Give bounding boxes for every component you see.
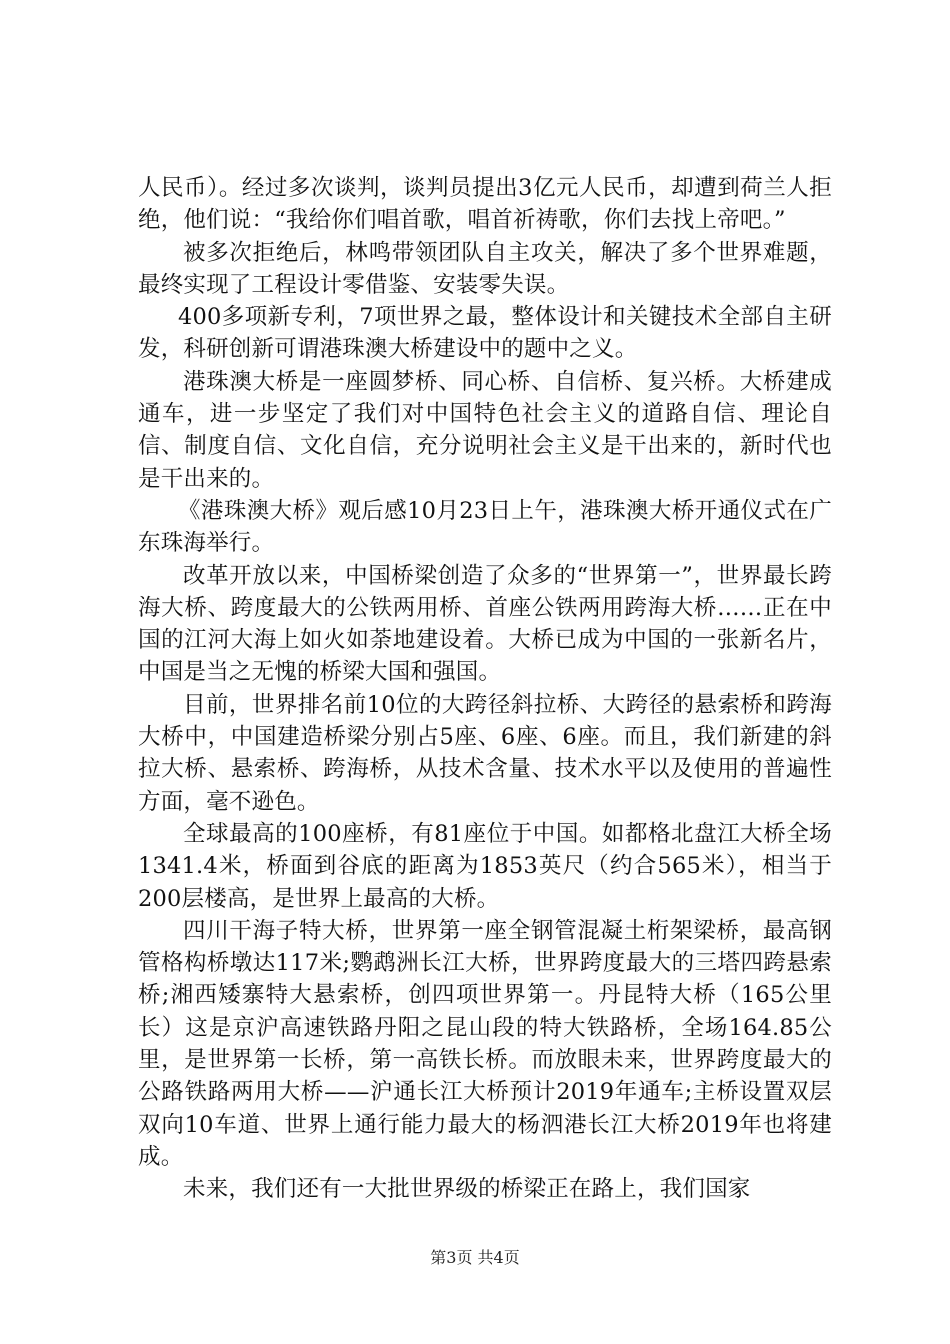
paragraph-10: 未来，我们还有一大批世界级的桥梁正在路上，我们国家 (183, 1176, 751, 1203)
paragraph-5: 《港珠澳大桥》观后感10月23日上午，港珠澳大桥开通仪式在广东珠海举行。 (138, 497, 832, 557)
paragraph-9: 四川干海子特大桥，世界第一座全钢管混凝土桁架梁桥，最高钢管格构桥墩达117米;鹦鹉洲长江大桥，世界跨度最大的三塔四跨悬索桥;湘西矮寨特大悬索桥，创四项世界第一。丹昆特大桥（165公里长）这是京沪高速铁路丹阳之昆山段的特大铁路桥，全场164.85公里，是世界第一长桥，第一高铁长桥。而放眼未来，世界跨度最大的公路铁路两用大桥——沪通长江大桥预计2019年通车;主桥设置双层双向10车道、世界上通行能力最大的杨泗港长江大桥2019年也将建成。 (138, 917, 832, 1170)
paragraph-3: 400多项新专利，7项世界之最，整体设计和关键技术全部自主研发，科研创新可谓港珠澳大桥建设中的题中之义。 (138, 304, 832, 363)
paragraph-8: 全球最高的100座桥，有81座位于中国。如都格北盘江大桥全场1341.4米，桥面到谷底的距离为1853英尺（约合565米），相当于200层楼高，是世界上最高的大桥。 (138, 820, 832, 912)
paragraph-1: 人民币）。经过多次谈判，谈判员提出3亿元人民币，却遭到荷兰人拒绝，他们说：“我给你们唱首歌，唱首祈祷歌，你们去找上帝吧。” (138, 175, 832, 234)
paragraph-7: 目前，世界排名前10位的大跨径斜拉桥、大跨径的悬索桥和跨海大桥中，中国建造桥梁分别占5座、6座、6座。而且，我们新建的斜拉大桥、悬索桥、跨海桥，从技术含量、技术水平以及使用的普遍性方面，毫不逊色。 (138, 691, 832, 815)
page-number-footer: 第3页 共4页 (430, 1248, 520, 1267)
paragraph-2: 被多次拒绝后，林鸣带领团队自主攻关，解决了多个世界难题，最终实现了工程设计零借鉴、安装零失误。 (138, 239, 832, 298)
paragraph-4: 港珠澳大桥是一座圆梦桥、同心桥、自信桥、复兴桥。大桥建成通车，进一步坚定了我们对中国特色社会主义的道路自信、理论自信、制度自信、文化自信，充分说明社会主义是干出来的，新时代也是干出来的。 (138, 368, 832, 492)
body-text (138, 172, 832, 1206)
paragraph-6: 改革开放以来，中国桥梁创造了众多的“世界第一”，世界最长跨海大桥、跨度最大的公铁两用桥、首座公铁两用跨海大桥……正在中国的江河大海上如火如荼地建设着。大桥已成为中国的一张新名片，中国是当之无愧的桥梁大国和强国。 (138, 562, 832, 686)
